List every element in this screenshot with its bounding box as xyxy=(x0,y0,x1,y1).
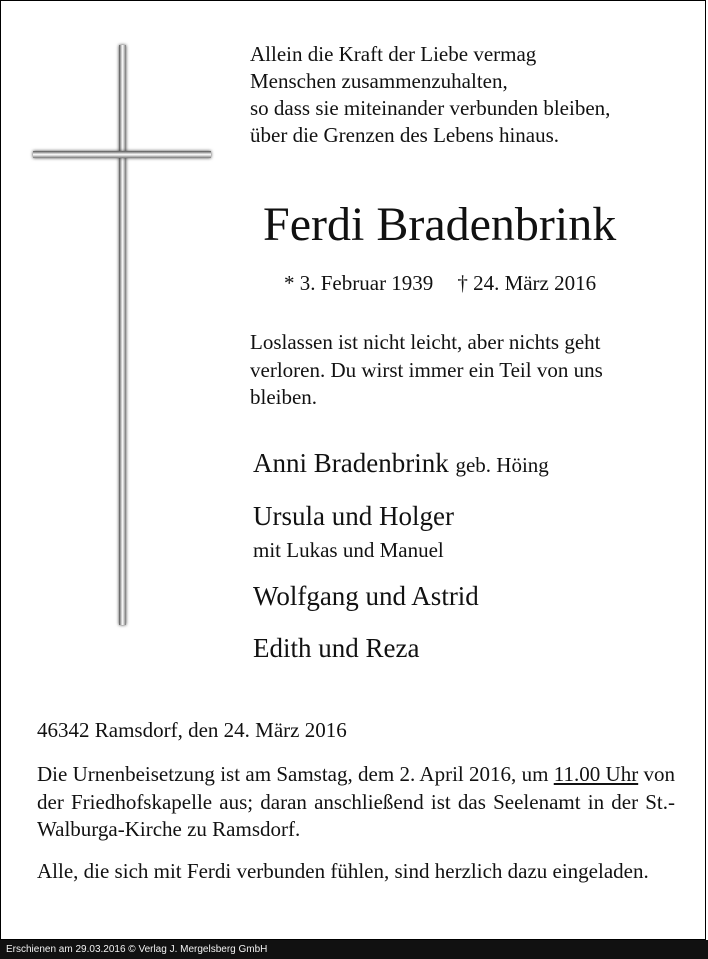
mourner-grandchildren: mit Lukas und Manuel xyxy=(253,538,444,562)
death-date: † 24. März 2016 xyxy=(457,271,597,295)
invitation-text: Alle, die sich mit Ferdi verbunden fühlen, sind herzlich dazu eingeladen. xyxy=(37,859,649,883)
quote-line: verloren. Du wirst immer ein Teil von uns xyxy=(250,357,603,382)
life-dates xyxy=(284,271,596,296)
place-date: 46342 Ramsdorf, den 24. März 2016 xyxy=(37,718,347,742)
quote-line: Loslassen ist nicht leicht, aber nichts geht xyxy=(250,330,601,354)
deceased-name: Ferdi Bradenbrink xyxy=(263,198,617,251)
funeral-text-post: von der Friedhofskapelle aus; daran anschließend ist das Seelenamt in der St.-Walburga-Kirche zu Ramsdorf. xyxy=(37,762,675,841)
mourner-children-2: Wolfgang und Astrid xyxy=(253,581,479,611)
funeral-time: 11.00 Uhr xyxy=(553,762,639,786)
mourner-children-1: Ursula und Holger xyxy=(253,501,454,531)
poem-line: so dass sie miteinander verbunden bleiben, xyxy=(250,96,611,120)
quote-line: bleiben. xyxy=(250,385,318,409)
mourner-children-3: Edith und Reza xyxy=(253,633,420,663)
mourner-widow xyxy=(253,448,549,479)
widow-maiden-name: geb. Höing xyxy=(455,453,549,477)
poem-line: Menschen zusammenzuhalten, xyxy=(250,69,508,93)
birth-date: * 3. Februar 1939 xyxy=(284,271,434,295)
farewell-quote xyxy=(250,329,603,412)
funeral-details xyxy=(37,761,675,844)
widow-name: Anni Bradenbrink xyxy=(253,448,449,478)
cross-icon xyxy=(33,45,211,625)
poem-line: über die Grenzen des Lebens hinaus. xyxy=(250,123,560,147)
publication-footer: Erschienen am 29.03.2016 © Verlag J. Mergelsberg GmbH xyxy=(0,940,708,959)
poem-line: Allein die Kraft der Liebe vermag xyxy=(250,42,537,66)
poem xyxy=(250,41,610,149)
funeral-text-pre: Die Urnenbeisetzung ist am Samstag, dem 2. April 2016, um xyxy=(37,762,554,786)
